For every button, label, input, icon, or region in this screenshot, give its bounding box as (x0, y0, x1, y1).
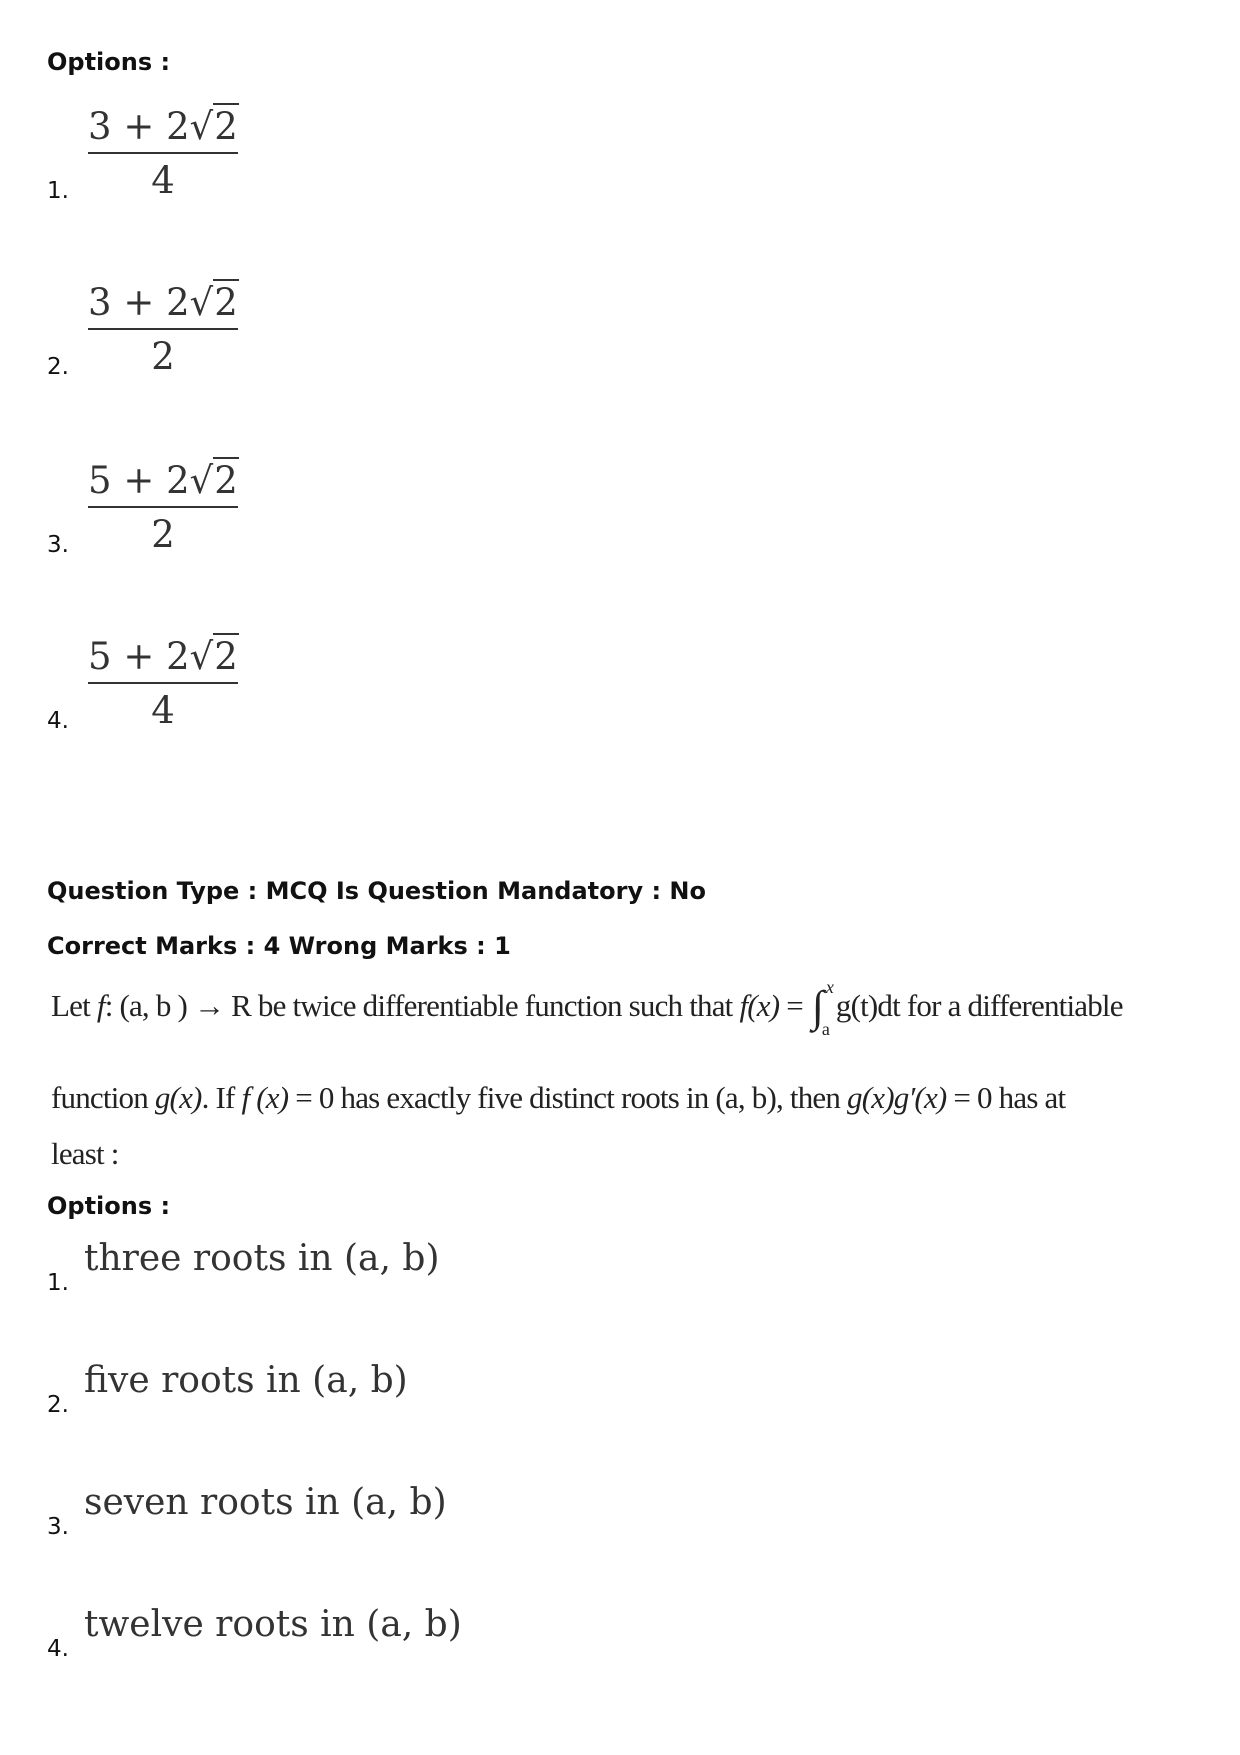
radical-sign-icon: √ (189, 105, 214, 148)
question-text-line-3: least : (51, 1136, 119, 1171)
option-4-numerator (88, 636, 238, 678)
equals-sign: = (779, 988, 810, 1023)
text-segment: for a differentiable (899, 988, 1123, 1023)
radicand: 2 (214, 281, 238, 324)
option-1-text[interactable]: three roots in (a, b) (84, 1238, 440, 1279)
plus-sign: + (123, 459, 155, 502)
coefficient: 2 (166, 459, 190, 502)
lower-limit: a (821, 1018, 830, 1039)
radicand: 2 (214, 459, 238, 502)
option-4-number: 4. (47, 1636, 69, 1662)
option-1-denominator: 4 (151, 159, 175, 202)
square-root (190, 106, 239, 148)
option-3-number: 3. (47, 1514, 69, 1540)
option-1-numerator (88, 106, 238, 148)
option-3-fraction[interactable] (88, 460, 238, 556)
coefficient: 2 (166, 105, 190, 148)
option-4-number: 4. (47, 708, 69, 734)
option-4-text[interactable]: twelve roots in (a, b) (84, 1604, 462, 1645)
radicand: 2 (214, 105, 238, 148)
question-text-line-2 (51, 1080, 1065, 1116)
option-1-fraction[interactable] (88, 106, 238, 202)
option-1-number: 1. (47, 1270, 69, 1296)
radical-sign-icon: √ (189, 635, 214, 678)
option-2-number: 2. (47, 1392, 69, 1418)
radicand: 2 (214, 635, 238, 678)
upper-limit: x (825, 976, 834, 997)
radical-sign-icon: √ (189, 281, 214, 324)
integral-symbol: ∫ (811, 981, 824, 1031)
option-4-fraction[interactable] (88, 636, 238, 732)
square-root (190, 460, 239, 502)
text-segment: Let (51, 988, 97, 1023)
fraction-bar (88, 152, 238, 154)
option-1-number: 1. (47, 178, 69, 204)
option-2-text[interactable]: five roots in (a, b) (84, 1360, 408, 1401)
square-root (190, 636, 239, 678)
fraction-bar (88, 506, 238, 508)
square-root (190, 282, 239, 324)
function-symbol: g(x) (154, 1080, 202, 1115)
integrand: g(t)dt (835, 988, 900, 1023)
plus-sign: + (123, 635, 155, 678)
numerator-term: 3 (88, 281, 112, 324)
text-segment: = 0 has exactly five distinct roots in (a, b), then (288, 1080, 848, 1115)
function-symbol: f(x) (739, 988, 780, 1023)
coefficient: 2 (166, 281, 190, 324)
plus-sign: + (123, 105, 155, 148)
integral-sign-icon (810, 976, 836, 1039)
function-symbol: f (x) (241, 1080, 289, 1115)
plus-sign: + (123, 281, 155, 324)
option-2-denominator: 2 (151, 335, 175, 378)
fraction-bar (88, 328, 238, 330)
radical-sign-icon: √ (189, 459, 214, 502)
function-symbol: g(x)g′(x) (847, 1080, 947, 1115)
fraction-bar (88, 682, 238, 684)
option-3-denominator: 2 (151, 513, 175, 556)
option-2-numerator (88, 282, 238, 324)
function-symbol: f (96, 988, 105, 1023)
option-3-text[interactable]: seven roots in (a, b) (84, 1482, 447, 1523)
marks-line: Correct Marks : 4 Wrong Marks : 1 (47, 932, 511, 960)
text-segment: function (51, 1080, 155, 1115)
text-segment: . If (201, 1080, 242, 1115)
option-2-number: 2. (47, 354, 69, 380)
numerator-term: 5 (88, 459, 112, 502)
numerator-term: 5 (88, 635, 112, 678)
option-4-denominator: 4 (151, 689, 175, 732)
text-segment: : (a, b ) → R be twice differentiable function such that (104, 988, 740, 1023)
question-text-line-1 (51, 976, 1123, 1039)
options-heading-2: Options : (47, 1192, 171, 1220)
options-heading: Options : (47, 48, 171, 76)
option-3-numerator (88, 460, 238, 502)
question-type-line: Question Type : MCQ Is Question Mandatory : No (47, 877, 706, 905)
coefficient: 2 (166, 635, 190, 678)
text-segment: = 0 has at (946, 1080, 1066, 1115)
option-2-fraction[interactable] (88, 282, 238, 378)
numerator-term: 3 (88, 105, 112, 148)
option-3-number: 3. (47, 532, 69, 558)
